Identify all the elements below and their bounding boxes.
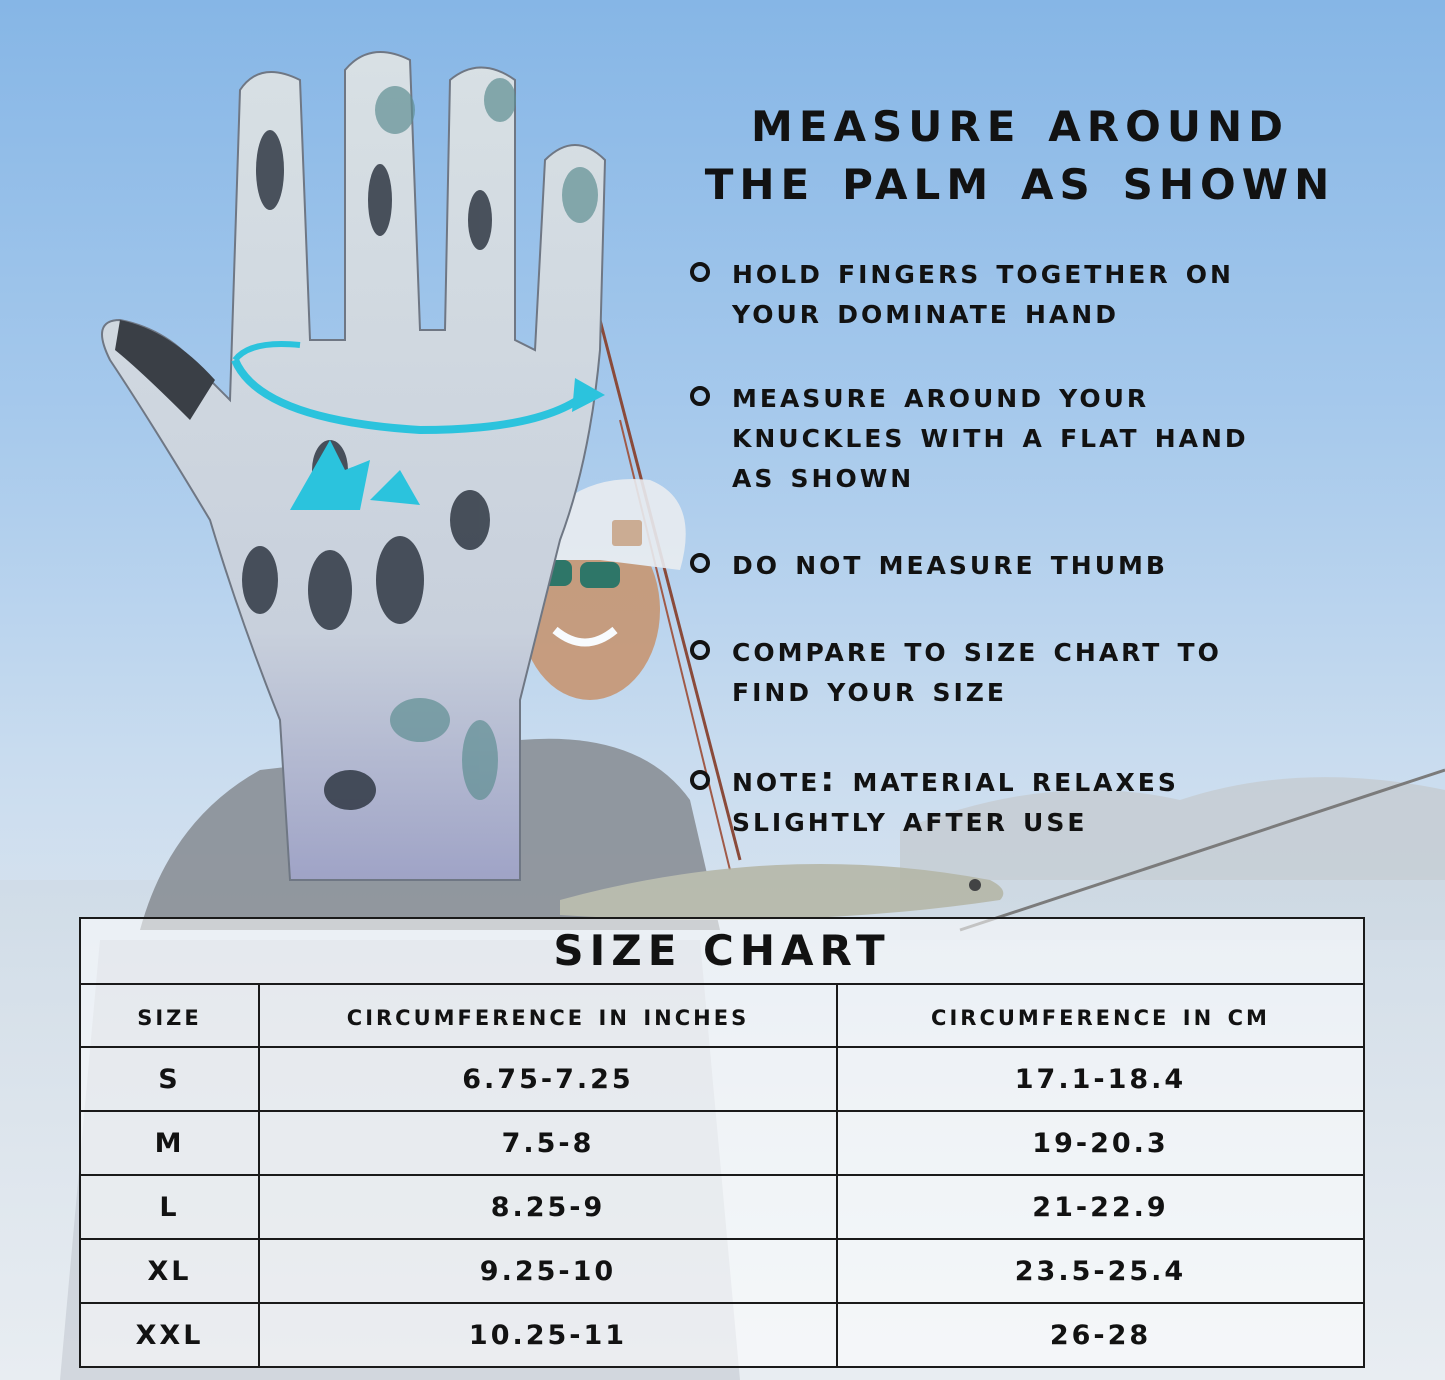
cm-cell: 19-20.3 [837, 1111, 1363, 1175]
table-row [81, 1175, 1363, 1239]
cm-cell: 21-22.9 [837, 1175, 1363, 1239]
column-header-inches: circumference in inches [259, 985, 837, 1047]
size-table [81, 985, 1363, 1366]
instruction-line: compare to size chart to [732, 630, 1222, 670]
inches-cell: 7.5-8 [259, 1111, 837, 1175]
size-chart [79, 917, 1365, 1368]
bullet-icon [690, 770, 710, 790]
size-cell: XL [81, 1239, 259, 1303]
size-cell: S [81, 1047, 259, 1111]
headline [640, 86, 1400, 214]
bullet-icon [690, 386, 710, 406]
size-cell: M [81, 1111, 259, 1175]
instruction-line: find your size [732, 670, 1007, 710]
table-row [81, 1303, 1363, 1366]
size-chart-title: SIZE CHART [81, 919, 1363, 985]
instruction-line: as shown [732, 456, 915, 496]
inches-cell: 8.25-9 [259, 1175, 837, 1239]
column-header-size: size [81, 985, 259, 1047]
cm-cell: 23.5-25.4 [837, 1239, 1363, 1303]
instruction-line: your dominate hand [732, 292, 1119, 332]
inches-cell: 9.25-10 [259, 1239, 837, 1303]
inches-cell: 10.25-11 [259, 1303, 837, 1366]
instruction-line: note: material relaxes [732, 760, 1179, 800]
table-row [81, 1047, 1363, 1111]
size-cell: L [81, 1175, 259, 1239]
instruction-line: knuckles with a flat hand [732, 416, 1249, 456]
instruction-line: hold fingers together on [732, 252, 1234, 292]
instruction-line: measure around your [732, 376, 1150, 416]
instruction-line: do not measure thumb [732, 543, 1168, 583]
instruction-line: slightly after use [732, 800, 1088, 840]
cm-cell: 17.1-18.4 [837, 1047, 1363, 1111]
table-header-row [81, 985, 1363, 1047]
inches-cell: 6.75-7.25 [259, 1047, 837, 1111]
bullet-icon [690, 262, 710, 282]
bullet-icon [690, 553, 710, 573]
table-row [81, 1239, 1363, 1303]
headline-line-2: the palm as shown [704, 144, 1336, 214]
headline-line-1: measure around [751, 86, 1289, 156]
size-cell: XXL [81, 1303, 259, 1366]
bullet-icon [690, 640, 710, 660]
cm-cell: 26-28 [837, 1303, 1363, 1366]
column-header-cm: circumference in cm [837, 985, 1363, 1047]
table-row [81, 1111, 1363, 1175]
